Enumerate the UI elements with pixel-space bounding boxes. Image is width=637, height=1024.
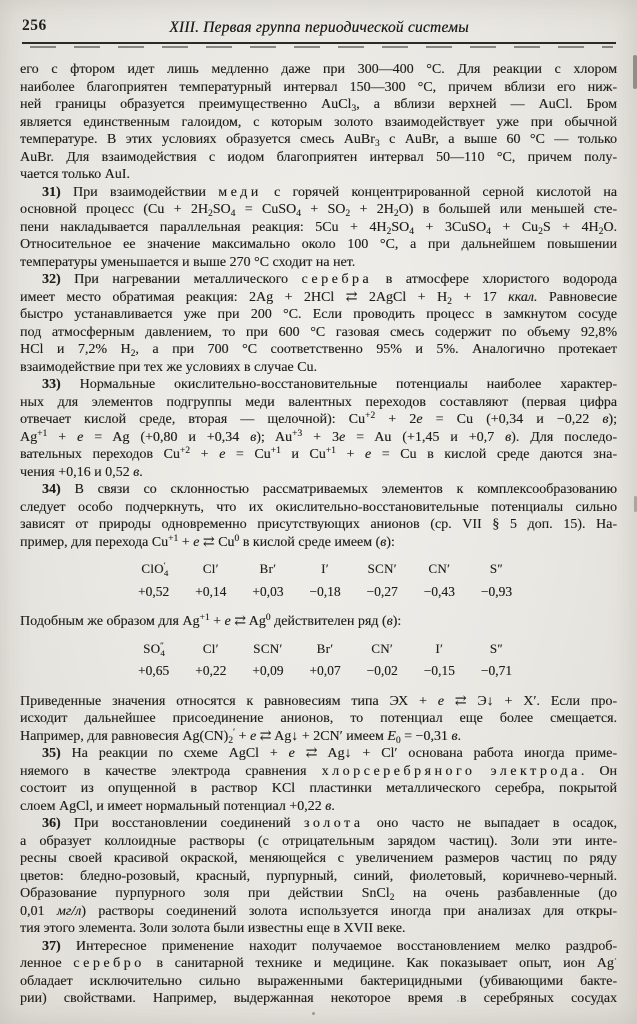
paragraph [20, 815, 617, 938]
anion-label: SCN′ [367, 561, 397, 576]
anion-label: $SO_4''$ [143, 639, 166, 658]
potential-value: −0,27 [366, 583, 398, 599]
text-line: тия этого элемента. Золи золота были известны еще в XVII веке. [20, 921, 406, 936]
potential-value: +0,07 [309, 663, 341, 678]
potential-column [125, 640, 182, 680]
anion-label: CN′ [428, 561, 451, 576]
potential-column [411, 640, 468, 680]
potential-column [239, 640, 296, 680]
text-line: температуры уменьшается и выше 270 °C сходит на нет. [20, 254, 356, 270]
text-line: 31) При взаимодействии меди с горячей концентрированной серной кислотой на [42, 184, 617, 200]
paragraph [20, 613, 617, 631]
text-line: 35) На реакции по схеме AgCl + e ⇄ Ag↓ + Cl′ основана работа иногда приме- [42, 746, 617, 761]
text-line: температуре. В этих условиях образуется смесь AuBr$_3$ с AuBr, а выше 60 °C — только [20, 132, 617, 149]
text-line: ресны своей красивой окраской, меняющейся с увеличением размеров частиц по ряду [20, 851, 617, 866]
text-line: является единственным галоидом, с которым золото взаимодействует уже при обычной [20, 114, 617, 130]
anion-label: CN′ [371, 640, 394, 656]
text-line: 37) Интересное применение находит получаемое восстановлением мелко раздроб- [42, 938, 617, 954]
text-line: ней границы образуется преимущественно AuCl$_3$, а вблизи верхней — AuCl. Бром [20, 97, 617, 114]
text-line: чается только AuI. [20, 167, 130, 182]
paragraph [20, 184, 617, 272]
potential-value: +0,03 [252, 583, 284, 599]
text-line: пример, для перехода $Cu^{+1} + e$ ⇄ Cu$^0$ в кислой среде имеем (в): [20, 533, 395, 550]
potential-value: −0,15 [423, 663, 455, 678]
potential-value: +0,65 [137, 663, 170, 678]
text-line: Относительное ее значение максимально около 100 °C, а при дальнейшем повышении [20, 237, 617, 252]
text-line: пени накладывается параллельная реакция: $5Cu + 4H_2SO_4$ + 3CuSO$_4$ + $Cu_2S + 4H_2O$. [20, 219, 618, 237]
potential-value: −0,18 [309, 583, 341, 599]
text-line: отвечает кислой среде, вторая — щелочной): $Cu^{+2} + 2e = Cu$ (+0,34 и −0,22 в); [20, 411, 617, 427]
text-line: 33) Нормальные окислительно-восстановительные потенциалы наиболее характер- [42, 377, 617, 392]
text-line: следует особо подчеркнуть, что их окислительно-восстановительные потенциалы сильно [20, 499, 617, 515]
text-line: 36) При восстановлении соединений золота оно часто не выпадает в осадок, [42, 816, 617, 831]
text-line: быстро устанавливается уже при 200 °C. Если проводить процесс в замкнутом сосуде [20, 307, 617, 322]
text-line: 34) В связи со склонностью рассматриваемых элементов к комплексообразованию [42, 482, 617, 497]
text-line: AuBr. Для взаимодействия с иодом благоприятен интервал 50—110 °C, причем полу- [20, 149, 617, 165]
text-line: ных для элементов подгруппы меди валентных переходов составляют (первая цифра [20, 394, 617, 410]
text-line: слоем AgCl, и имеет нормальный потенциал +0,22 в. [20, 798, 335, 814]
text-line: а образует коллоидные растворы (с отрицательным зарядом частиц). Золи эти инте- [20, 833, 617, 849]
text-line: его с фтором идет лишь медленно даже при 300—400 °C. Для реакции с хлором [20, 62, 617, 77]
text-line: цветов: бледно-розовый, красный, пурпурный, синий, фиолетовый, коричнево-черный. [20, 868, 617, 884]
text-line: Подобным же образом для $Ag^{+1} + e$ ⇄ Ag$^0$ действителен ряд (в): [20, 613, 402, 629]
text-line: зависят от природы одновременно присутствующих анионов (ср. VII § 5 доп. 15). На- [20, 517, 617, 532]
anion-label: S″ [489, 561, 504, 576]
text-line: состоит из опущенной в раствор KCl пластинки металлического серебра, покрытой [20, 781, 617, 796]
potential-value: −0,93 [480, 583, 513, 599]
text-line: Приведенные значения относятся к равновесиям типа ЭХ + e ⇄ Э↓ + X′. Если про- [20, 693, 617, 709]
text-line: HCl и 7,2% $H_2$, а при 700 °C соответственно 95% и 5%. Аналогично протекает [20, 342, 617, 359]
text-line: рии) свойствами. Например, выдержанная некоторое время в серебряных сосудах [20, 991, 617, 1006]
chapter-title: XIII. Первая группа периодической системы [169, 19, 469, 36]
potential-column [354, 560, 411, 600]
text-line: ленное серебро в санитарной технике и медицине. Как показывает опыт, ион Ag· [20, 955, 617, 971]
anion-label: Br′ [316, 640, 334, 656]
text-line: 32) При нагревании металлического серебра в атмосфере хлористого водорода [42, 272, 617, 287]
text-line: под атмосферным давлением, то при 600 °C газовая смесь содержит по объему 92,8% [20, 324, 617, 340]
potential-column [182, 640, 239, 680]
text-line: обладает исключительно сильно выраженными бактерицидными (убивающими бакте- [20, 973, 617, 989]
text-line: 0,01 мг/л) растворы соединений золота используется иногда при анализах для откры- [20, 903, 617, 919]
potential-value: +0,52 [137, 583, 170, 599]
paragraph [20, 745, 617, 815]
anion-label: I′ [435, 640, 444, 656]
potential-column [468, 640, 525, 680]
text-line: Например, для равновесия $Ag(CN)_2' + e$ ⇄ Ag↓ + 2CN′ имеем $E_0 = -0,31$ в. [20, 727, 461, 746]
potentials-table [125, 560, 525, 600]
potential-column [411, 560, 468, 600]
text-line: $Ag^{+1} + e = Ag$ (+0,80 и +0,34 в); $Au^{+3} + 3e = Au$ (+1,45 и +0,7 в). Для последо- [20, 428, 618, 445]
potential-column [296, 640, 353, 680]
text-line: исходит дальнейшее присоединение анионов, то потенциал еще более смещается. [20, 711, 617, 726]
paragraph [20, 271, 617, 376]
text-line: няемого в качестве электрода сравнения хлорсеребряного электрода. Он [20, 763, 618, 779]
potential-column [296, 560, 353, 600]
potential-value: −0,02 [366, 663, 398, 678]
page-number: 256 [22, 17, 47, 34]
potential-column [468, 560, 525, 600]
potential-value: −0,43 [423, 583, 455, 599]
anion-label: SCN′ [253, 640, 283, 656]
text-line: вательных переходов $Cu^{+2} + e = Cu^{+1}$ и $Cu^{+1} + e = Cu$ в кислой среде даются зна- [20, 446, 617, 462]
potential-value: −0,71 [480, 663, 513, 678]
text-line: имеет место обратимая реакция: 2Ag + 2HCl ⇄ 2AgCl + $H_2 + 17$ ккал. Равновесие [20, 289, 617, 307]
text-line: взаимодействие при тех же условиях в случае Cu. [20, 359, 317, 375]
header-rule [22, 42, 616, 44]
text-line: наиболее благоприятен температурный интервал 150—300 °C, причем вблизи его ниж- [20, 79, 617, 95]
anion-label: Cl′ [202, 640, 219, 656]
paragraph [20, 938, 617, 1008]
potential-value: +0,22 [195, 663, 227, 678]
anion-label: Br′ [259, 561, 277, 576]
paragraph [20, 693, 617, 746]
paragraph [20, 376, 617, 481]
header-rule-artifact [30, 46, 613, 48]
anion-label: I′ [321, 561, 329, 576]
potential-value: +0,14 [195, 583, 227, 599]
potential-value: +0,09 [252, 663, 284, 678]
potential-column [125, 560, 182, 600]
potential-column [182, 560, 239, 600]
scan-artifact [312, 1012, 315, 1015]
potential-column [239, 560, 296, 600]
text-line: основной процесс ($Cu + 2H_2SO_4$ = CuSO$_4$ + $SO_2 + 2H_2O$) в большей или меньшей сте- [20, 202, 617, 219]
potentials-table [125, 640, 525, 680]
scan-artifact [633, 55, 637, 89]
page-header [0, 0, 637, 39]
text-line: чения +0,16 и 0,52 в. [20, 464, 143, 480]
text-line: Образование пурпурного золя при действии SnCl$_2$ на очень разбавленные (до [20, 886, 617, 903]
paragraph [20, 61, 617, 184]
potential-column [354, 640, 411, 680]
anion-label: S″ [489, 640, 504, 656]
body-text [20, 61, 617, 1008]
anion-label: ClO$_4$′ [141, 560, 169, 578]
paragraph [20, 481, 617, 551]
anion-label: Cl′ [202, 561, 219, 576]
